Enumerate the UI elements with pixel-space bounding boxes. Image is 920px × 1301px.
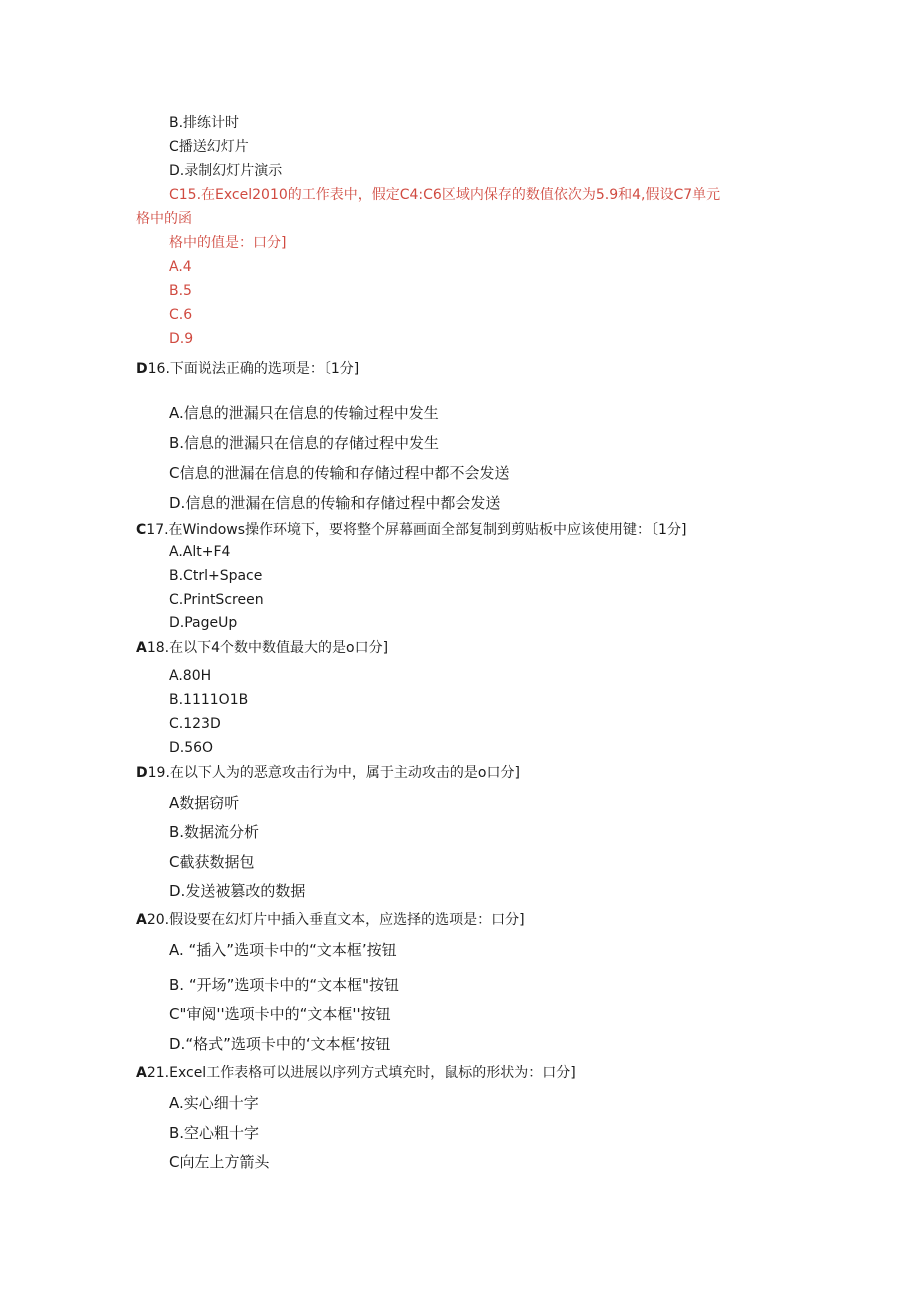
question-17 <box>136 522 686 540</box>
answer-letter: A <box>136 1065 147 1081</box>
question-15-continuation: 格中的值是：口分] <box>169 235 287 251</box>
option-b-rehearse-timings: B.排练计时 <box>169 115 240 131</box>
q21-option-b: B.空心粗十字 <box>169 1124 260 1142</box>
q15-option-d: D.9 <box>169 331 194 347</box>
q15-option-b: B.5 <box>169 283 192 299</box>
q20-option-d: D.“格式”选项卡中的‘文本框‘按钮 <box>169 1035 391 1053</box>
q20-option-b: B. “开场”选项卡中的“文本框"按钮 <box>169 976 400 994</box>
q18-option-b: B.1111O1B <box>169 692 249 708</box>
question-16-text: 16.下面说法正确的选项是：〔1分] <box>147 361 360 377</box>
q16-option-c: C信息的泄漏在信息的传输和存储过程中都不会发送 <box>169 464 510 482</box>
question-19 <box>136 765 520 783</box>
question-15-text: C15.在Excel2010的工作表中，假定C4:C6区域内保存的数值依次为5.9和4,假设C7单元 <box>169 187 721 203</box>
answer-letter: A <box>136 912 147 928</box>
question-16 <box>136 361 359 379</box>
q21-option-c: C向左上方箭头 <box>169 1153 270 1171</box>
q18-option-d: D.56O <box>169 740 214 756</box>
question-18 <box>136 640 388 658</box>
q17-option-c: C.PrintScreen <box>169 592 264 608</box>
question-21-text: 21.Excel工作表格可以进展以序列方式填充时，鼠标的形状为：口分] <box>146 1065 576 1081</box>
question-19-text: 19.在以下人为的恶意攻击行为中，属于主动攻击的是o口分] <box>147 765 520 781</box>
q18-option-c: C.123D <box>169 716 221 732</box>
answer-letter: C <box>136 522 147 538</box>
q20-option-a: A. “插入”选项卡中的“文本框’按钮 <box>169 941 397 959</box>
q20-option-c: C"审阅''选项卡中的“文本框''按钮 <box>169 1005 391 1023</box>
q15-option-a: A.4 <box>169 259 192 275</box>
question-21 <box>136 1065 576 1083</box>
q19-option-a: A数据窃听 <box>169 794 240 812</box>
question-20 <box>136 912 525 930</box>
answer-letter: A <box>136 640 147 656</box>
answer-letter: D <box>136 361 148 377</box>
q17-option-a: A.Alt+F4 <box>169 544 231 560</box>
q19-option-c: C截获数据包 <box>169 853 255 871</box>
q17-option-d: D.PageUp <box>169 615 238 631</box>
q18-option-a: A.80H <box>169 668 212 684</box>
q15-option-c: C.6 <box>169 307 193 323</box>
q16-option-b: B.信息的泄漏只在信息的存储过程中发生 <box>169 434 440 452</box>
option-d-record-slideshow: D.录制幻灯片演示 <box>169 163 283 179</box>
question-20-text: 20.假设要在幻灯片中插入垂直文本，应选择的选项是：口分] <box>146 912 525 928</box>
q16-option-d: D.信息的泄漏在信息的传输和存储过程中都会发送 <box>169 494 501 512</box>
option-c-play-slides: C播送幻灯片 <box>169 139 249 155</box>
q19-option-d: D.发送被篡改的数据 <box>169 882 306 900</box>
answer-letter: D <box>136 765 148 781</box>
question-17-text: 17.在Windows操作环境下，要将整个屏幕画面全部复制到剪贴板中应该使用键：〔1分] <box>146 522 687 538</box>
q19-option-b: B.数据流分析 <box>169 823 260 841</box>
question-18-text: 18.在以下4个数中数值最大的是o口分] <box>146 640 389 656</box>
q17-option-b: B.Ctrl+Space <box>169 568 263 584</box>
question-15-wrap: 格中的函 <box>136 211 192 227</box>
q21-option-a: A.实心细十字 <box>169 1094 259 1112</box>
q16-option-a: A.信息的泄漏只在信息的传输过程中发生 <box>169 404 439 422</box>
